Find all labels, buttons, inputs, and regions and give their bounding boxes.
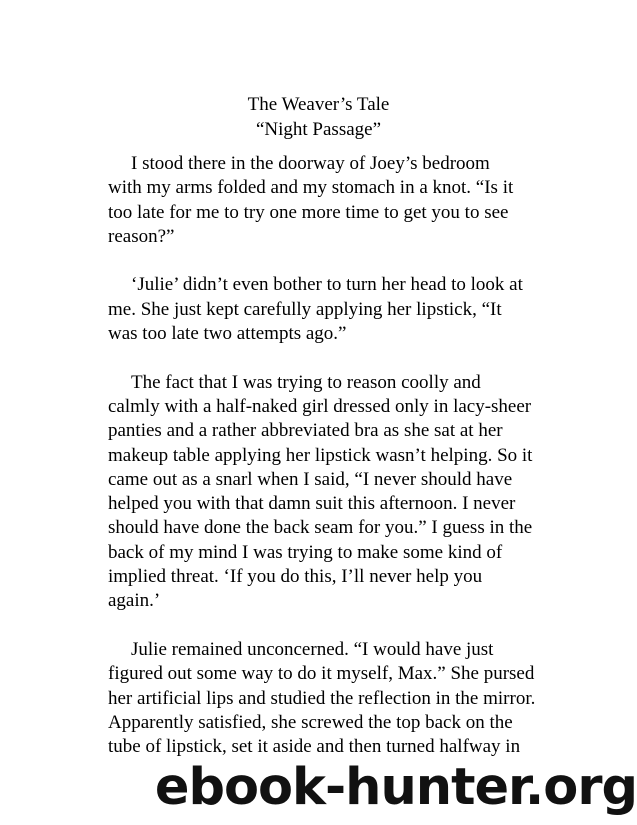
paragraph-3 — [108, 371, 548, 614]
text-line: helped you with that damn suit this afternoon. I never — [108, 493, 516, 515]
text-line: tube of lipstick, set it aside and then turned halfway in — [108, 736, 521, 758]
text-line: me. She just kept carefully applying her lipstick, “It — [108, 298, 502, 320]
watermark-text: ebook-hunter.org — [154, 758, 637, 817]
text-line: should have done the back seam for you.” I guess in the — [108, 517, 533, 539]
body-text — [108, 152, 548, 759]
paragraph-2 — [108, 273, 548, 346]
text-line: panties and a rather abbreviated bra as she sat at her — [108, 420, 503, 442]
text-line: with my arms folded and my stomach in a knot. “Is it — [108, 177, 514, 199]
text-line: came out as a snarl when I said, “I never should have — [108, 468, 513, 490]
paragraph-1 — [108, 152, 548, 249]
paragraph-4 — [108, 638, 548, 759]
text-line: Julie remained unconcerned. “I would have just — [131, 638, 494, 660]
text-line: back of my mind I was trying to make some kind of — [108, 541, 503, 563]
text-line: Apparently satisfied, she screwed the top back on the — [108, 711, 513, 733]
text-line: again.’ — [108, 590, 161, 612]
text-line: I stood there in the doorway of Joey’s bedroom — [131, 153, 490, 174]
text-line: The fact that I was trying to reason coolly and — [131, 371, 481, 393]
text-line: reason?” — [108, 225, 175, 247]
title-block — [0, 92, 637, 142]
text-line: makeup table applying her lipstick wasn’t helping. So it — [108, 444, 533, 466]
text-line: ‘Julie’ didn’t even bother to turn her head to look at — [131, 274, 523, 296]
chapter-title: “Night Passage” — [255, 119, 382, 140]
text-line: figured out some way to do it myself, Max.” She pursed — [108, 663, 535, 685]
text-line: calmly with a half-naked girl dressed only in lacy-sheer — [108, 395, 532, 417]
text-line: her artificial lips and studied the reflection in the mirror. — [108, 687, 536, 709]
story-title: The Weaver’s Tale — [247, 94, 390, 115]
text-line: implied threat. ‘If you do this, I’ll never help you — [108, 566, 483, 588]
text-line: was too late two attempts ago.” — [108, 323, 347, 345]
text-line: too late for me to try one more time to get you to see — [108, 201, 509, 223]
